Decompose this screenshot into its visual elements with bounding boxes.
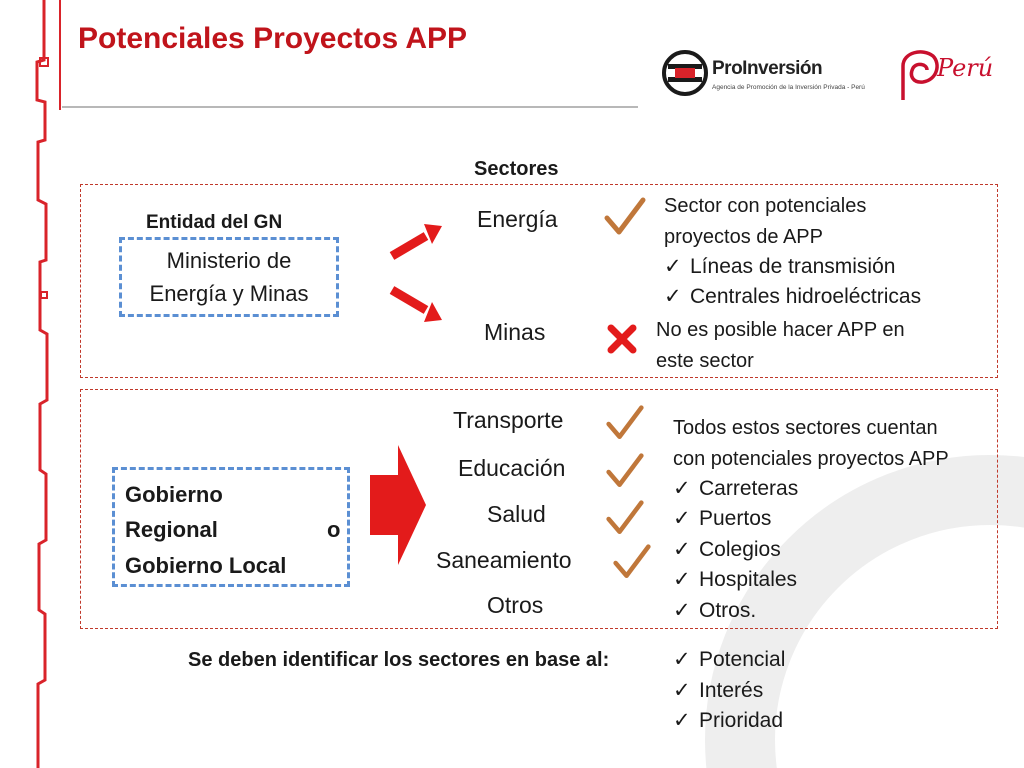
list-item: ✓ Líneas de transmisión	[664, 252, 895, 283]
bottom-note	[673, 413, 949, 475]
checkmark-icon: ✓	[664, 255, 682, 278]
list-item: ✓ Interés	[673, 676, 763, 707]
gobierno-connector: o	[327, 517, 341, 542]
gobierno-line1: Gobierno	[125, 482, 223, 507]
footer-label: Se deben identificar los sectores en base al:	[188, 649, 610, 671]
list-item: ✓ Puertos	[673, 504, 771, 535]
gobierno-line2: Regional	[125, 517, 218, 542]
sector-transporte: Transporte	[453, 407, 564, 433]
check-icon	[603, 404, 647, 444]
arrow-up-right-icon	[386, 216, 446, 264]
checkmark-icon: ✓	[673, 709, 691, 732]
minas-note-line1: No es posible hacer APP en	[656, 319, 905, 341]
proinversion-name: ProInversión	[712, 58, 823, 79]
checkmark-icon: ✓	[673, 599, 691, 622]
list-item: ✓ Otros.	[673, 596, 756, 627]
checkmark-icon: ✓	[673, 507, 691, 530]
sector-educacion: Educación	[458, 455, 566, 481]
page-title: Potenciales Proyectos APP	[78, 22, 468, 55]
gobierno-line3: Gobierno Local	[125, 553, 287, 578]
bottom-note-line2: con potenciales proyectos APP	[673, 448, 949, 470]
entity-label: Entidad del GN	[146, 212, 283, 233]
list-item: ✓ Hospitales	[673, 565, 797, 596]
sector-salud: Salud	[487, 501, 546, 527]
left-edge-decoration	[0, 0, 70, 768]
list-item: ✓ Potencial	[673, 645, 785, 676]
sector-energia: Energía	[477, 206, 558, 232]
ministerio-line2: Energía y Minas	[149, 281, 309, 306]
list-item: ✓ Carreteras	[673, 474, 798, 505]
list-item: ✓ Colegios	[673, 535, 781, 566]
energia-note-line1: Sector con potenciales	[664, 195, 867, 217]
sector-minas: Minas	[484, 319, 546, 345]
sector-otros: Otros	[487, 592, 544, 618]
ministerio-entity-box	[119, 237, 339, 317]
proinversion-tagline: Agencia de Promoción de la Inversión Privada - Perú	[712, 84, 865, 91]
list-item: ✓ Prioridad	[673, 706, 783, 737]
minas-note-line2: este sector	[656, 350, 754, 372]
list-item: ✓ Centrales hidroeléctricas	[664, 282, 921, 313]
checkmark-icon: ✓	[673, 538, 691, 561]
arrow-down-right-icon	[386, 282, 446, 330]
checkmark-icon: ✓	[673, 679, 691, 702]
checkmark-icon: ✓	[673, 648, 691, 671]
check-icon	[603, 196, 647, 240]
cross-icon	[607, 324, 637, 354]
title-divider	[62, 106, 638, 108]
check-icon	[603, 452, 647, 492]
arrow-right-icon	[370, 445, 426, 565]
bottom-note-line1: Todos estos sectores cuentan	[673, 417, 938, 439]
check-icon	[610, 543, 654, 583]
minas-note	[656, 315, 905, 377]
ministerio-line1: Ministerio de	[166, 248, 292, 273]
peru-wordmark: Perú	[937, 54, 994, 82]
sector-saneamiento: Saneamiento	[436, 547, 572, 573]
proinversion-logo-icon	[662, 50, 708, 96]
check-icon	[603, 499, 647, 539]
checkmark-icon: ✓	[664, 285, 682, 308]
gobierno-entity-box	[112, 467, 350, 587]
energia-note-line2: proyectos de APP	[664, 226, 823, 248]
peru-logo-icon	[893, 46, 943, 102]
checkmark-icon: ✓	[673, 477, 691, 500]
energia-note	[664, 191, 866, 253]
checkmark-icon: ✓	[673, 568, 691, 591]
sectors-heading: Sectores	[474, 158, 559, 180]
